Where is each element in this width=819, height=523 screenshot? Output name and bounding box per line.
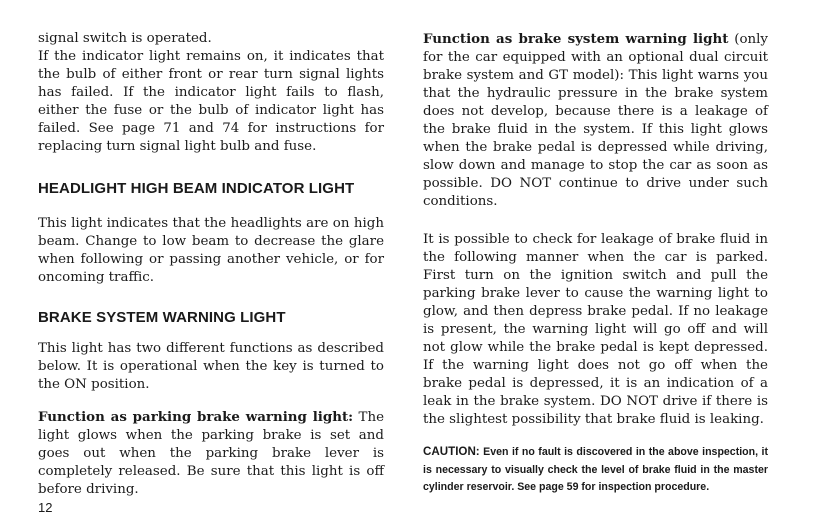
right-column [423, 30, 768, 497]
page-number: 12 [38, 500, 53, 515]
paragraph-signal-switch: signal switch is operated. [38, 31, 212, 46]
paragraph-indicator-failure: If the indicator light remains on, it indicates that the bulb of either front or rear turn signal lights has failed. If the indicator light fails to flash, either the fuse or the bulb of indicator light has failed. See page 71 and 74 for instructions for replacing turn signal light bulb and fuse. [38, 49, 384, 154]
brake-system-lead: Function as brake system warning light [423, 31, 729, 47]
paragraph-leak-check: It is possible to check for leakage of brake fluid in the following manner when the car is parked. First turn on the ignition switch and pull the parking brake lever to cause the warning light to glow, and then depress brake pedal. If no leakage is present, the warning light will go off and will not glow while the brake pedal is kept depressed. If the warning light does not go off when the brake pedal is depressed, it is an indication of a leak in the brake system. DO NOT drive if there is the slightest possibility that brake fluid is leaking. [423, 232, 768, 427]
caution-note [423, 443, 768, 497]
heading-headlight-high-beam: HEADLIGHT HIGH BEAM INDICATOR LIGHT [38, 180, 355, 197]
parking-brake-text: The light glows when the parking brake is set and goes out when the parking brake lever is completely released. Be sure that this light is off before driving. [38, 410, 384, 497]
paragraph-brake-system-function [423, 30, 768, 211]
parking-brake-lead: Function as parking brake warning light: [38, 409, 354, 425]
caution-label: CAUTION: [423, 445, 480, 458]
paragraph-brake-functions: This light has two different functions as described below. It is operational when the key is turned to the ON position. [38, 341, 384, 392]
paragraph-high-beam: This light indicates that the headlights are on high beam. Change to low beam to decrease the glare when following or passing another vehicle, or for oncoming traffic. [38, 216, 384, 285]
paragraph-parking-brake [38, 408, 384, 499]
caution-text: Even if no fault is discovered in the above inspection, it is necessary to visually check the level of brake fluid in the master cylinder reservoir. See page 59 for inspection procedure. [423, 446, 768, 493]
left-column [38, 30, 384, 499]
brake-system-text: (only for the car equipped with an optional dual circuit brake system and GT model): This light warns you that the hydraulic pressure in the brake system does not develop, because there is a leakage of the brake fluid in the system. If this light glows when the brake pedal is depressed while driving, slow down and manage to stop the car as soon as possible. DO NOT continue to drive under such conditions. [423, 32, 768, 209]
heading-brake-system-warning: BRAKE SYSTEM WARNING LIGHT [38, 309, 286, 326]
